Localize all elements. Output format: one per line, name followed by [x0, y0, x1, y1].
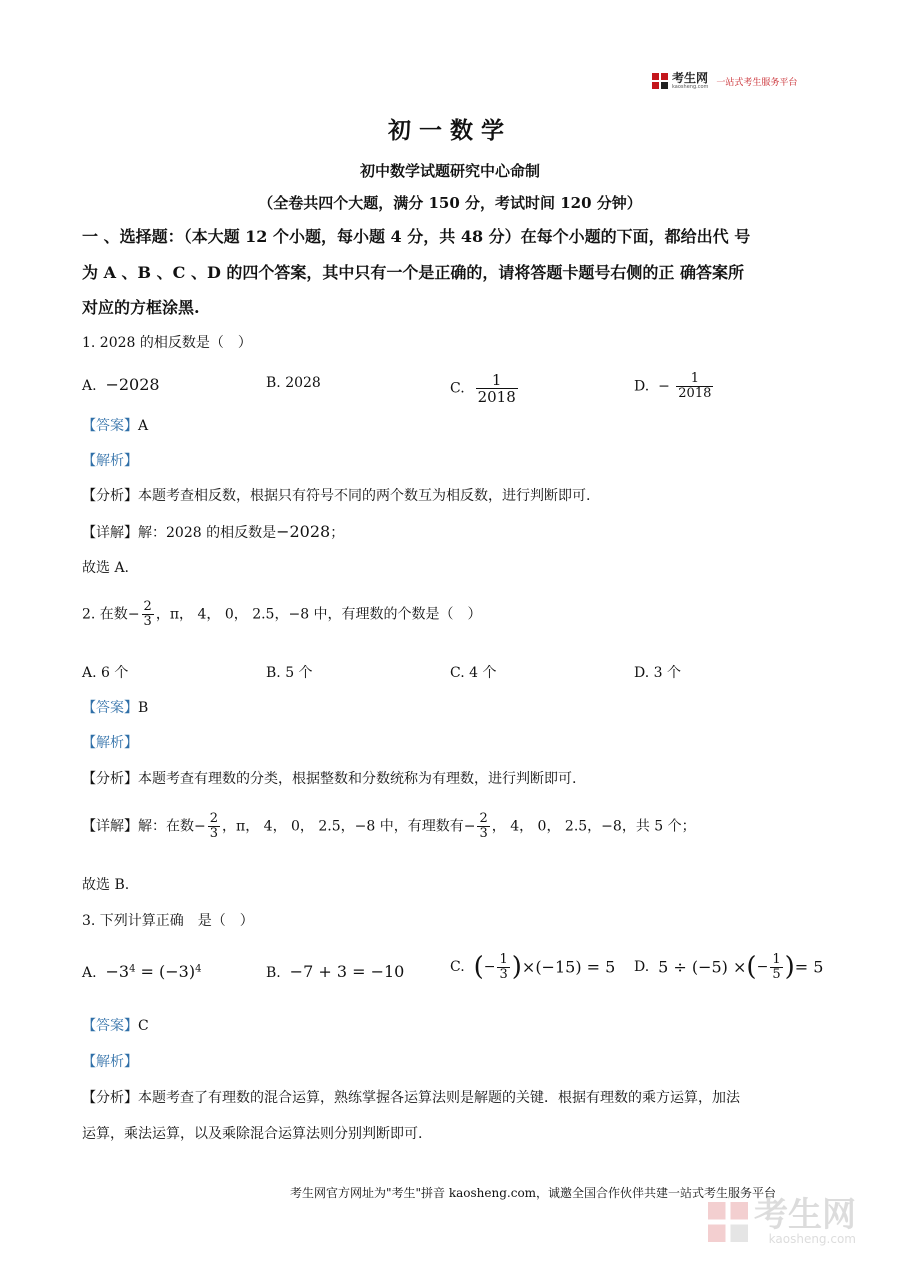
page-subtitle: 初中数学试题研究中心命制: [359, 162, 540, 180]
watermark-url: kaosheng.com: [768, 1232, 856, 1246]
q3-option-b: B. −7 + 3 = −10: [266, 962, 405, 981]
q2-fenxi: 【分析】本题考查有理数的分类，根据整数和分数统称为有理数，进行判断即可.: [82, 771, 577, 787]
q2-option-b: B. 5 个: [266, 665, 313, 681]
q1-analysis-label: 【解析】: [82, 453, 138, 469]
kaosheng-logo-icon: [652, 73, 668, 89]
logo-url: kaosheng.com: [672, 84, 709, 90]
q1-option-c: C. $\frac{1}{2018}$: [450, 371, 516, 406]
q3-stem: 3. 下列计算正确 是（ ）: [82, 913, 254, 929]
q2-analysis-label: 【解析】: [82, 735, 138, 751]
q1-detail: 【详解】解：2028 的相反数是−2028；: [82, 522, 345, 541]
q1-choose: 故选 A.: [82, 560, 130, 576]
q3-option-d: D. 5 ÷ (−5) ×(− $\frac{1}{5}$ )= 5: [634, 951, 824, 982]
q2-options: [82, 662, 822, 682]
q2-detail: 【详解】解：在数− $\frac{2}{3}$ ，π， 4， 0， 2.5，−8 中，有理数有− $\frac{2}{3}$ ， 4， 0， 2.5，−8，共 5 个；: [82, 811, 696, 841]
q2-choose: 故选 B.: [82, 877, 130, 893]
q1-answer: 【答案】A: [82, 418, 149, 434]
logo-name: 考生网: [672, 71, 709, 85]
section1-line1: 一 、选择题：（本大题 12 个小题，每小题 4 分，共 48 分）在每个小题的下面，都给出代 号: [82, 227, 751, 246]
q2-answer: 【答案】B: [82, 700, 149, 716]
exam-info: （全卷共四个大题，满分 150 分，考试时间 120 分钟）: [258, 194, 642, 212]
q2-option-d: D. 3 个: [634, 665, 681, 681]
q2-option-a: A. 6 个: [82, 665, 129, 681]
section1-line2: 为 A 、B 、C 、D 的四个答案，其中只有一个是正确的，请将答题卡题号右侧的正 确答案所: [82, 263, 744, 282]
footer-watermark: [708, 1195, 856, 1246]
q1-option-a: A. −2028: [82, 375, 160, 394]
q3-fenxi-line1: 【分析】本题考查了有理数的混合运算，熟练掌握各运算法则是解题的关键．根据有理数的乘方运算，加法: [82, 1090, 740, 1106]
footer-text: 考生网官方网址为"考生"拼音 kaosheng.com，诚邀全国合作伙伴共建一站式考生服务平台: [290, 1186, 777, 1200]
q1-option-b: B. 2028: [266, 375, 321, 391]
watermark-name: 考生网: [754, 1195, 856, 1235]
q1-fenxi: 【分析】本题考查相反数，根据只有符号不同的两个数互为相反数，进行判断即可.: [82, 488, 591, 504]
q2-stem: 2. 在数− $\frac{2}{3}$ ，π， 4， 0， 2.5，−8 中，有理数的个数是（ ）: [82, 599, 482, 629]
q2-option-c: C. 4 个: [450, 665, 497, 681]
q1-stem: 1. 2028 的相反数是（ ）: [82, 335, 252, 351]
q3-analysis-label: 【解析】: [82, 1054, 138, 1070]
section1-line3: 对应的方框涂黑.: [82, 298, 200, 317]
q3-answer: 【答案】C: [82, 1018, 149, 1034]
page-title: 初一数学: [388, 117, 512, 144]
q1-options: [82, 372, 822, 412]
q1-option-d: D. − $\frac{1}{2018}$: [634, 371, 712, 401]
watermark-logo-icon: [708, 1202, 748, 1242]
q3-option-a: A. $-3^4 = (-3)^4$: [82, 962, 202, 981]
header-logo: [652, 72, 797, 90]
q3-option-c: C. (− $\frac{1}{3}$ )×(−15) = 5: [450, 951, 616, 982]
q3-options: [82, 950, 822, 998]
q3-fenxi-line2: 运算，乘法运算，以及乘除混合运算法则分别判断即可.: [82, 1126, 423, 1142]
logo-slogan: 一站式考生服务平台: [716, 77, 798, 88]
